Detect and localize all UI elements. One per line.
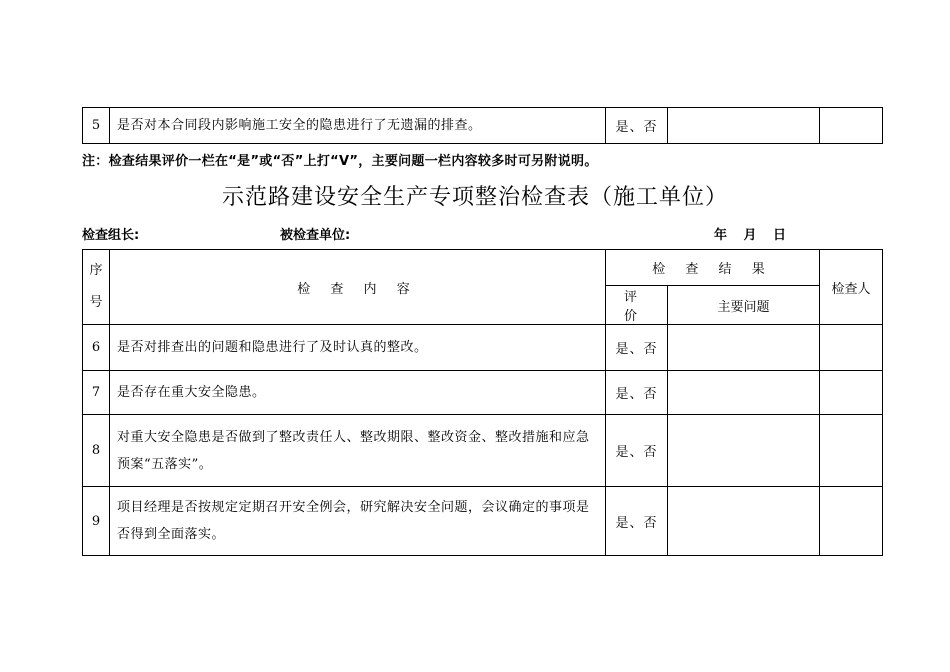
inspector-cell[interactable] [820, 325, 883, 371]
header-inspector: 检查人 [820, 250, 883, 325]
main-problem-cell[interactable] [668, 415, 820, 487]
inspector-cell[interactable] [820, 108, 883, 144]
note-text: 注：检查结果评价一栏在“是”或“否”上打“V”，主要问题一栏内容较多时可另附说明。 [82, 154, 598, 169]
row-number: 9 [83, 487, 110, 556]
inspector-cell[interactable] [820, 487, 883, 556]
header-check-content: 检 查 内 容 [110, 250, 606, 325]
evaluation-cell[interactable]: 是、否 [606, 487, 668, 556]
evaluation-cell[interactable]: 是、否 [606, 415, 668, 487]
page-title: 示范路建设安全生产专项整治检查表（施工单位） [221, 185, 728, 210]
header-check-result: 检 查 结 果 [606, 250, 820, 286]
checklist-table [82, 249, 883, 556]
main-problem-cell[interactable] [668, 325, 820, 371]
table-row [83, 108, 883, 144]
inspector-cell[interactable] [820, 371, 883, 415]
header-evaluation: 评 价 [606, 286, 668, 325]
main-problem-cell[interactable] [668, 487, 820, 556]
date-label: 年 月 日 [714, 228, 787, 243]
evaluation-cell[interactable]: 是、否 [606, 371, 668, 415]
header-serial-line2: 号 [89, 295, 103, 310]
previous-checklist-table [82, 107, 883, 144]
main-problem-cell[interactable] [668, 371, 820, 415]
table-row [83, 415, 883, 487]
evaluation-cell[interactable]: 是、否 [606, 325, 668, 371]
table-row [83, 487, 883, 556]
check-content: 对重大安全隐患是否做到了整改责任人、整改期限、整改资金、整改措施和应急预案“五落实”。 [110, 415, 606, 487]
check-content: 是否对本合同段内影响施工安全的隐患进行了无遗漏的排查。 [110, 108, 606, 144]
header-serial-number [83, 250, 110, 325]
inspector-cell[interactable] [820, 415, 883, 487]
main-problem-cell[interactable] [668, 108, 820, 144]
inspected-unit-label: 被检查单位: [280, 228, 351, 243]
header-main-problem: 主要问题 [668, 286, 820, 325]
row-number: 8 [83, 415, 110, 487]
check-content: 项目经理是否按规定定期召开安全例会，研究解决安全问题，会议确定的事项是否得到全面落实。 [110, 487, 606, 556]
row-number: 7 [83, 371, 110, 415]
table-header-row [83, 250, 883, 286]
header-serial-line1: 序 [89, 263, 103, 278]
check-content: 是否存在重大安全隐患。 [110, 371, 606, 415]
table-row [83, 325, 883, 371]
table-row [83, 371, 883, 415]
check-content: 是否对排查出的问题和隐患进行了及时认真的整改。 [110, 325, 606, 371]
row-number: 6 [83, 325, 110, 371]
evaluation-cell[interactable]: 是、否 [606, 108, 668, 144]
row-number: 5 [83, 108, 110, 144]
inspection-leader-label: 检查组长: [82, 228, 140, 243]
